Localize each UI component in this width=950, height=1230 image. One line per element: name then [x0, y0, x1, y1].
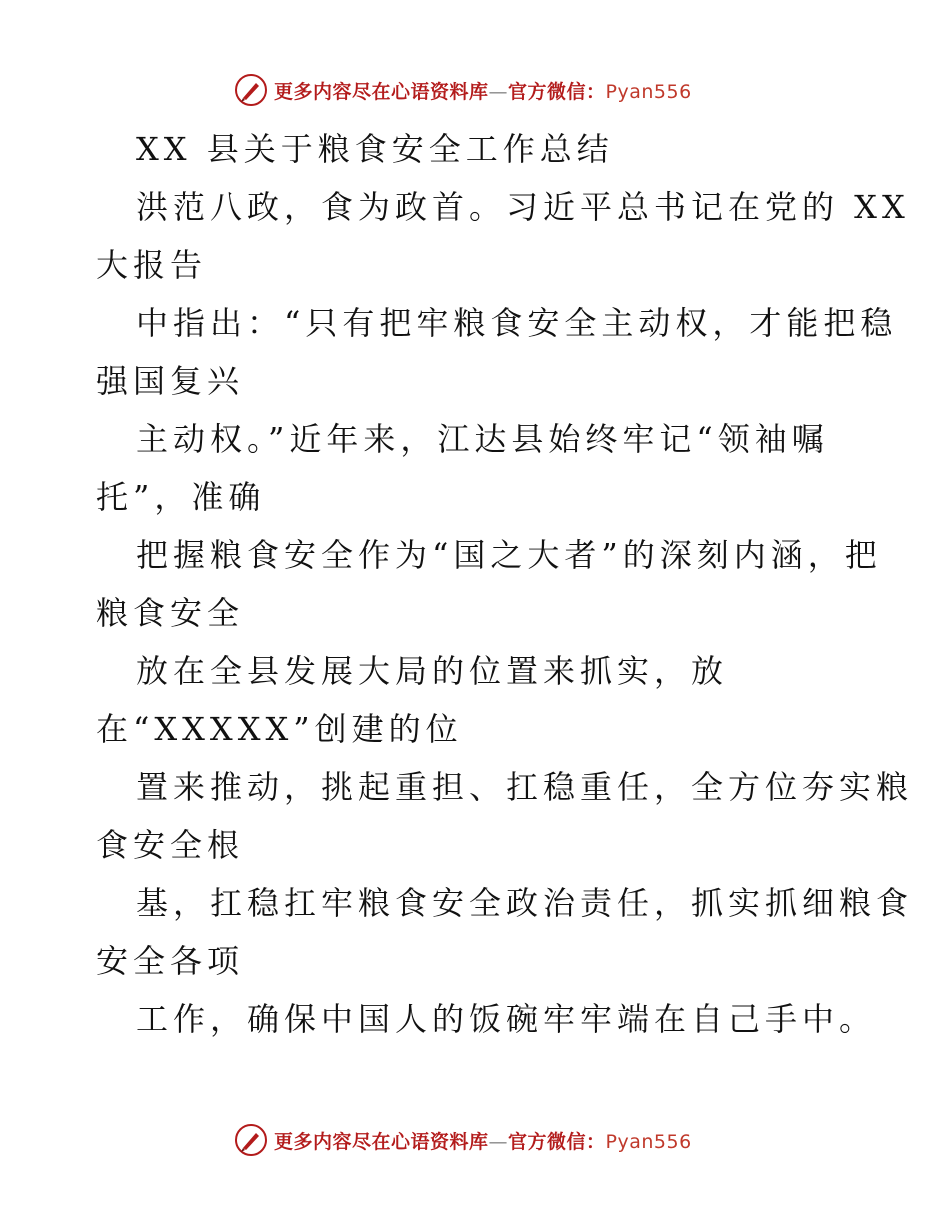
watermark-handle: Pyan556: [605, 80, 692, 103]
paragraph-line: 置来推动，挑起重担、扛稳重任，全方位夯实粮: [136, 768, 914, 806]
watermark-text: [274, 77, 692, 104]
paragraph-line: 强国复兴: [96, 362, 245, 400]
watermark-handle: Pyan556: [605, 1130, 692, 1153]
quill-pen-icon: [234, 1123, 268, 1157]
watermark-label: 官方微信：: [508, 80, 606, 103]
document-title: XX 县关于粮食安全工作总结: [136, 130, 614, 168]
watermark-separator: —: [488, 1130, 509, 1153]
watermark-slogan: 更多内容尽在心语资料库: [274, 80, 489, 103]
paragraph-line: 在“XXXXX”创建的位: [96, 710, 463, 748]
paragraph-line: 中指出：“只有把牢粮食安全主动权，才能把稳: [136, 304, 898, 342]
watermark-slogan: 更多内容尽在心语资料库: [274, 1130, 489, 1153]
paragraph-line: 放在全县发展大局的位置来抓实，放: [136, 652, 729, 690]
footer-watermark: [234, 1120, 692, 1160]
paragraph-line: 大报告: [96, 246, 208, 284]
paragraph-line: 安全各项: [96, 942, 245, 980]
paragraph-line: 主动权。”近年来，江达县始终牢记“领袖嘱: [136, 420, 829, 458]
paragraph-line: 食安全根: [96, 826, 245, 864]
watermark-text: [274, 1127, 692, 1154]
watermark-separator: —: [488, 80, 509, 103]
quill-pen-icon: [234, 73, 268, 107]
paragraph-line: 把握粮食安全作为“国之大者”的深刻内涵，把: [136, 536, 882, 574]
watermark-label: 官方微信：: [508, 1130, 606, 1153]
paragraph-line: 洪范八政，食为政首。习近平总书记在党的 XX: [136, 188, 910, 226]
header-watermark: [234, 70, 692, 110]
paragraph-line: 托”，准确: [96, 478, 266, 516]
paragraph-line: 基，扛稳扛牢粮食安全政治责任，抓实抓细粮食: [136, 884, 914, 922]
paragraph-line: 工作，确保中国人的饭碗牢牢端在自己手中。: [136, 1000, 877, 1038]
paragraph-line: 粮食安全: [96, 594, 245, 632]
